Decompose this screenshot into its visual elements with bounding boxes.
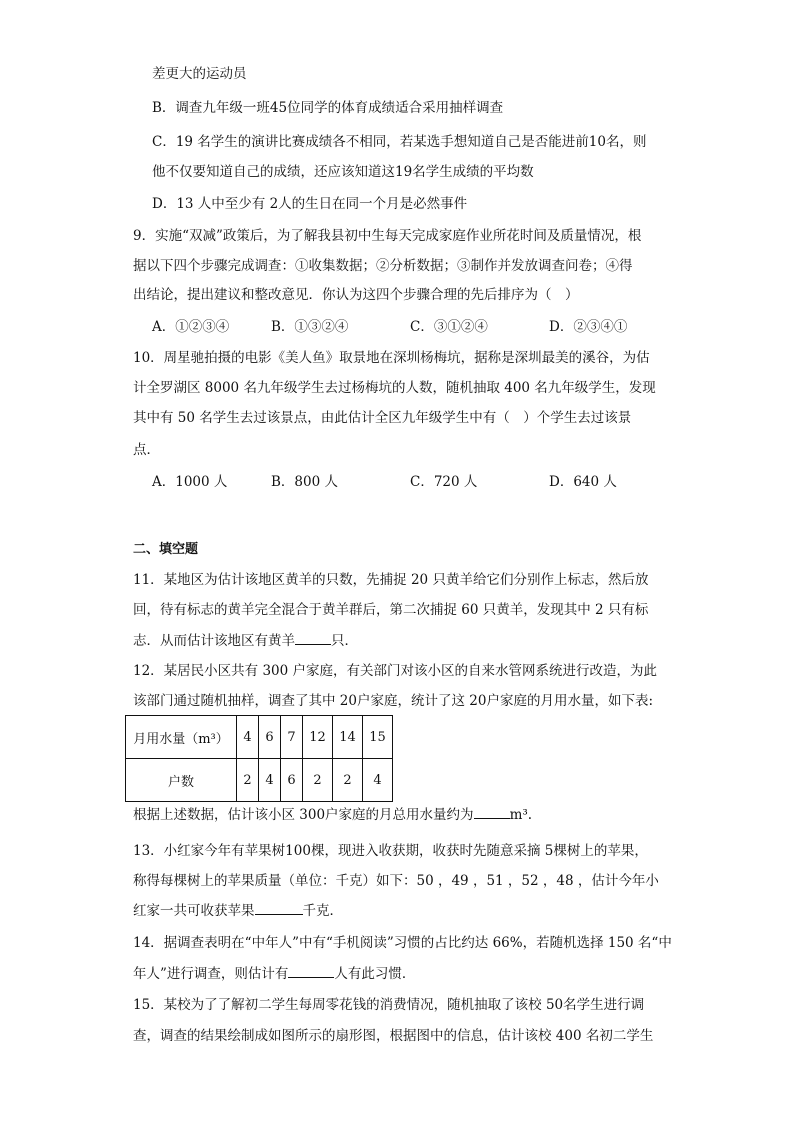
q15-line1: 15．某校为了了解初二学生每周零花钱的消费情况，随机抽取了该校 50名学生进行调 [133,997,645,1013]
table-cell: 2 [333,759,363,802]
q13-line1: 13．小红家今年有苹果树100棵，现进入收获期，收获时先随意采摘 5棵树上的苹果， [133,843,648,859]
table-header-usage: 月用水量（m³） [126,716,237,759]
q8-option-a-tail: 差更大的运动员 [152,66,247,82]
q14-answer-blank[interactable] [288,964,334,978]
q10-option-c: C．720 人 [410,474,478,490]
table-cell: 4 [237,716,259,759]
q13-line3-tail: 千克． [302,903,343,919]
q10-option-d: D．640 人 [549,474,617,490]
q14-line2-tail: 人有此习惯． [334,966,416,982]
table-cell: 4 [363,759,393,802]
q9-line1: 9．实施“双减”政策后，为了解我县初中生每天完成家庭作业所花时间及质量情况，根 [133,228,642,244]
q10-option-b: B．800 人 [271,474,338,490]
table-cell: 14 [333,716,363,759]
q11-line3 [133,631,358,651]
q12-after-unit: m³. [509,807,533,823]
q11-line3-tail: 只． [331,633,358,649]
q15-line2: 查，调查的结果绘制成如图所示的扇形图，根据图中的信息，估计该校 400 名初二学生 [133,1028,654,1044]
table-cell: 12 [303,716,333,759]
q10-line2: 计全罗湖区 8000 名九年级学生去过杨梅坑的人数，随机抽取 400 名九年级学生，发现 [133,380,656,396]
q8-option-b: B．调查九年级一班45位同学的体育成绩适合采用抽样调查 [152,100,504,116]
table-cell: 2 [237,759,259,802]
q10-line1: 10．周星驰拍摄的电影《美人鱼》取景地在深圳杨梅坑，据称是深圳最美的溪谷，为估 [133,350,650,366]
water-usage-table [125,715,393,802]
q12-after-text: 根据上述数据，估计该小区 300户家庭的月总用水量约为 [133,807,474,823]
q14-line1: 14．据调查表明在“中年人”中有“手机阅读”习惯的占比约达 66%，若随机选择 150 名“中 [133,935,672,951]
q12-line1: 12．某居民小区共有 300 户家庭，有关部门对该小区的自来水管网系统进行改造，为此 [133,663,658,679]
q12-after-table [133,805,532,825]
q8-option-c-line2: 他不仅要知道自己的成绩，还应该知道这19名学生成绩的平均数 [152,164,534,180]
q12-answer-blank[interactable] [474,805,510,819]
table-header-households: 户数 [126,759,237,802]
q13-line3 [133,901,343,921]
table-cell: 7 [281,716,303,759]
q13-line2: 称得每棵树上的苹果质量（单位：千克）如下：50 ，49 ，51 ，52 ，48 ，估计今年小 [133,873,659,889]
table-cell: 15 [363,716,393,759]
q9-option-d: D．②③④① [549,319,628,335]
q13-answer-blank[interactable] [255,901,303,915]
q11-line3-text: 志．从而估计该地区有黄羊 [133,633,295,649]
q8-option-c-line1: C．19 名学生的演讲比赛成绩各不相同，若某选手想知道自己是否能进前10名，则 [152,134,647,150]
table-cell: 6 [281,759,303,802]
q14-line2 [133,964,415,984]
table-cell: 6 [259,716,281,759]
q8-option-d: D．13 人中至少有 2人的生日在同一个月是必然事件 [152,196,468,212]
table-cell: 4 [259,759,281,802]
table-row [126,716,393,759]
table-row [126,759,393,802]
q10-option-a: A．1000 人 [152,474,228,490]
q9-option-c: C．③①②④ [410,319,488,335]
q11-answer-blank[interactable] [295,631,331,645]
q9-line3: 出结论，提出建议和整改意见．你认为这四个步骤合理的先后排序为（ ） [133,287,579,303]
section-heading-fill-in: 二、填空题 [133,542,199,557]
table-cell: 2 [303,759,333,802]
q10-line3: 其中有 50 名学生去过该景点，由此估计全区九年级学生中有（ ）个学生去过该景 [133,410,632,426]
q9-line2: 据以下四个步骤完成调查：①收集数据；②分析数据；③制作并发放调查问卷；④得 [133,258,633,274]
q13-line3-text: 红家一共可收获苹果 [133,903,255,919]
q14-line2-text: 年人”进行调查，则估计有 [133,966,289,982]
q11-line1: 11．某地区为估计该地区黄羊的只数，先捕捉 20 只黄羊给它们分别作上标志，然后放 [133,572,649,588]
q12-line2: 该部门通过随机抽样，调查了其中 20户家庭，统计了这 20户家庭的月用水量，如下表: [133,693,653,709]
q9-option-b: B．①③②④ [271,319,349,335]
q10-line4: 点． [133,442,160,458]
q11-line2: 回，待有标志的黄羊完全混合于黄羊群后，第二次捕捉 60 只黄羊，发现其中 2 只有标 [133,602,649,618]
q9-option-a: A．①②③④ [152,319,230,335]
